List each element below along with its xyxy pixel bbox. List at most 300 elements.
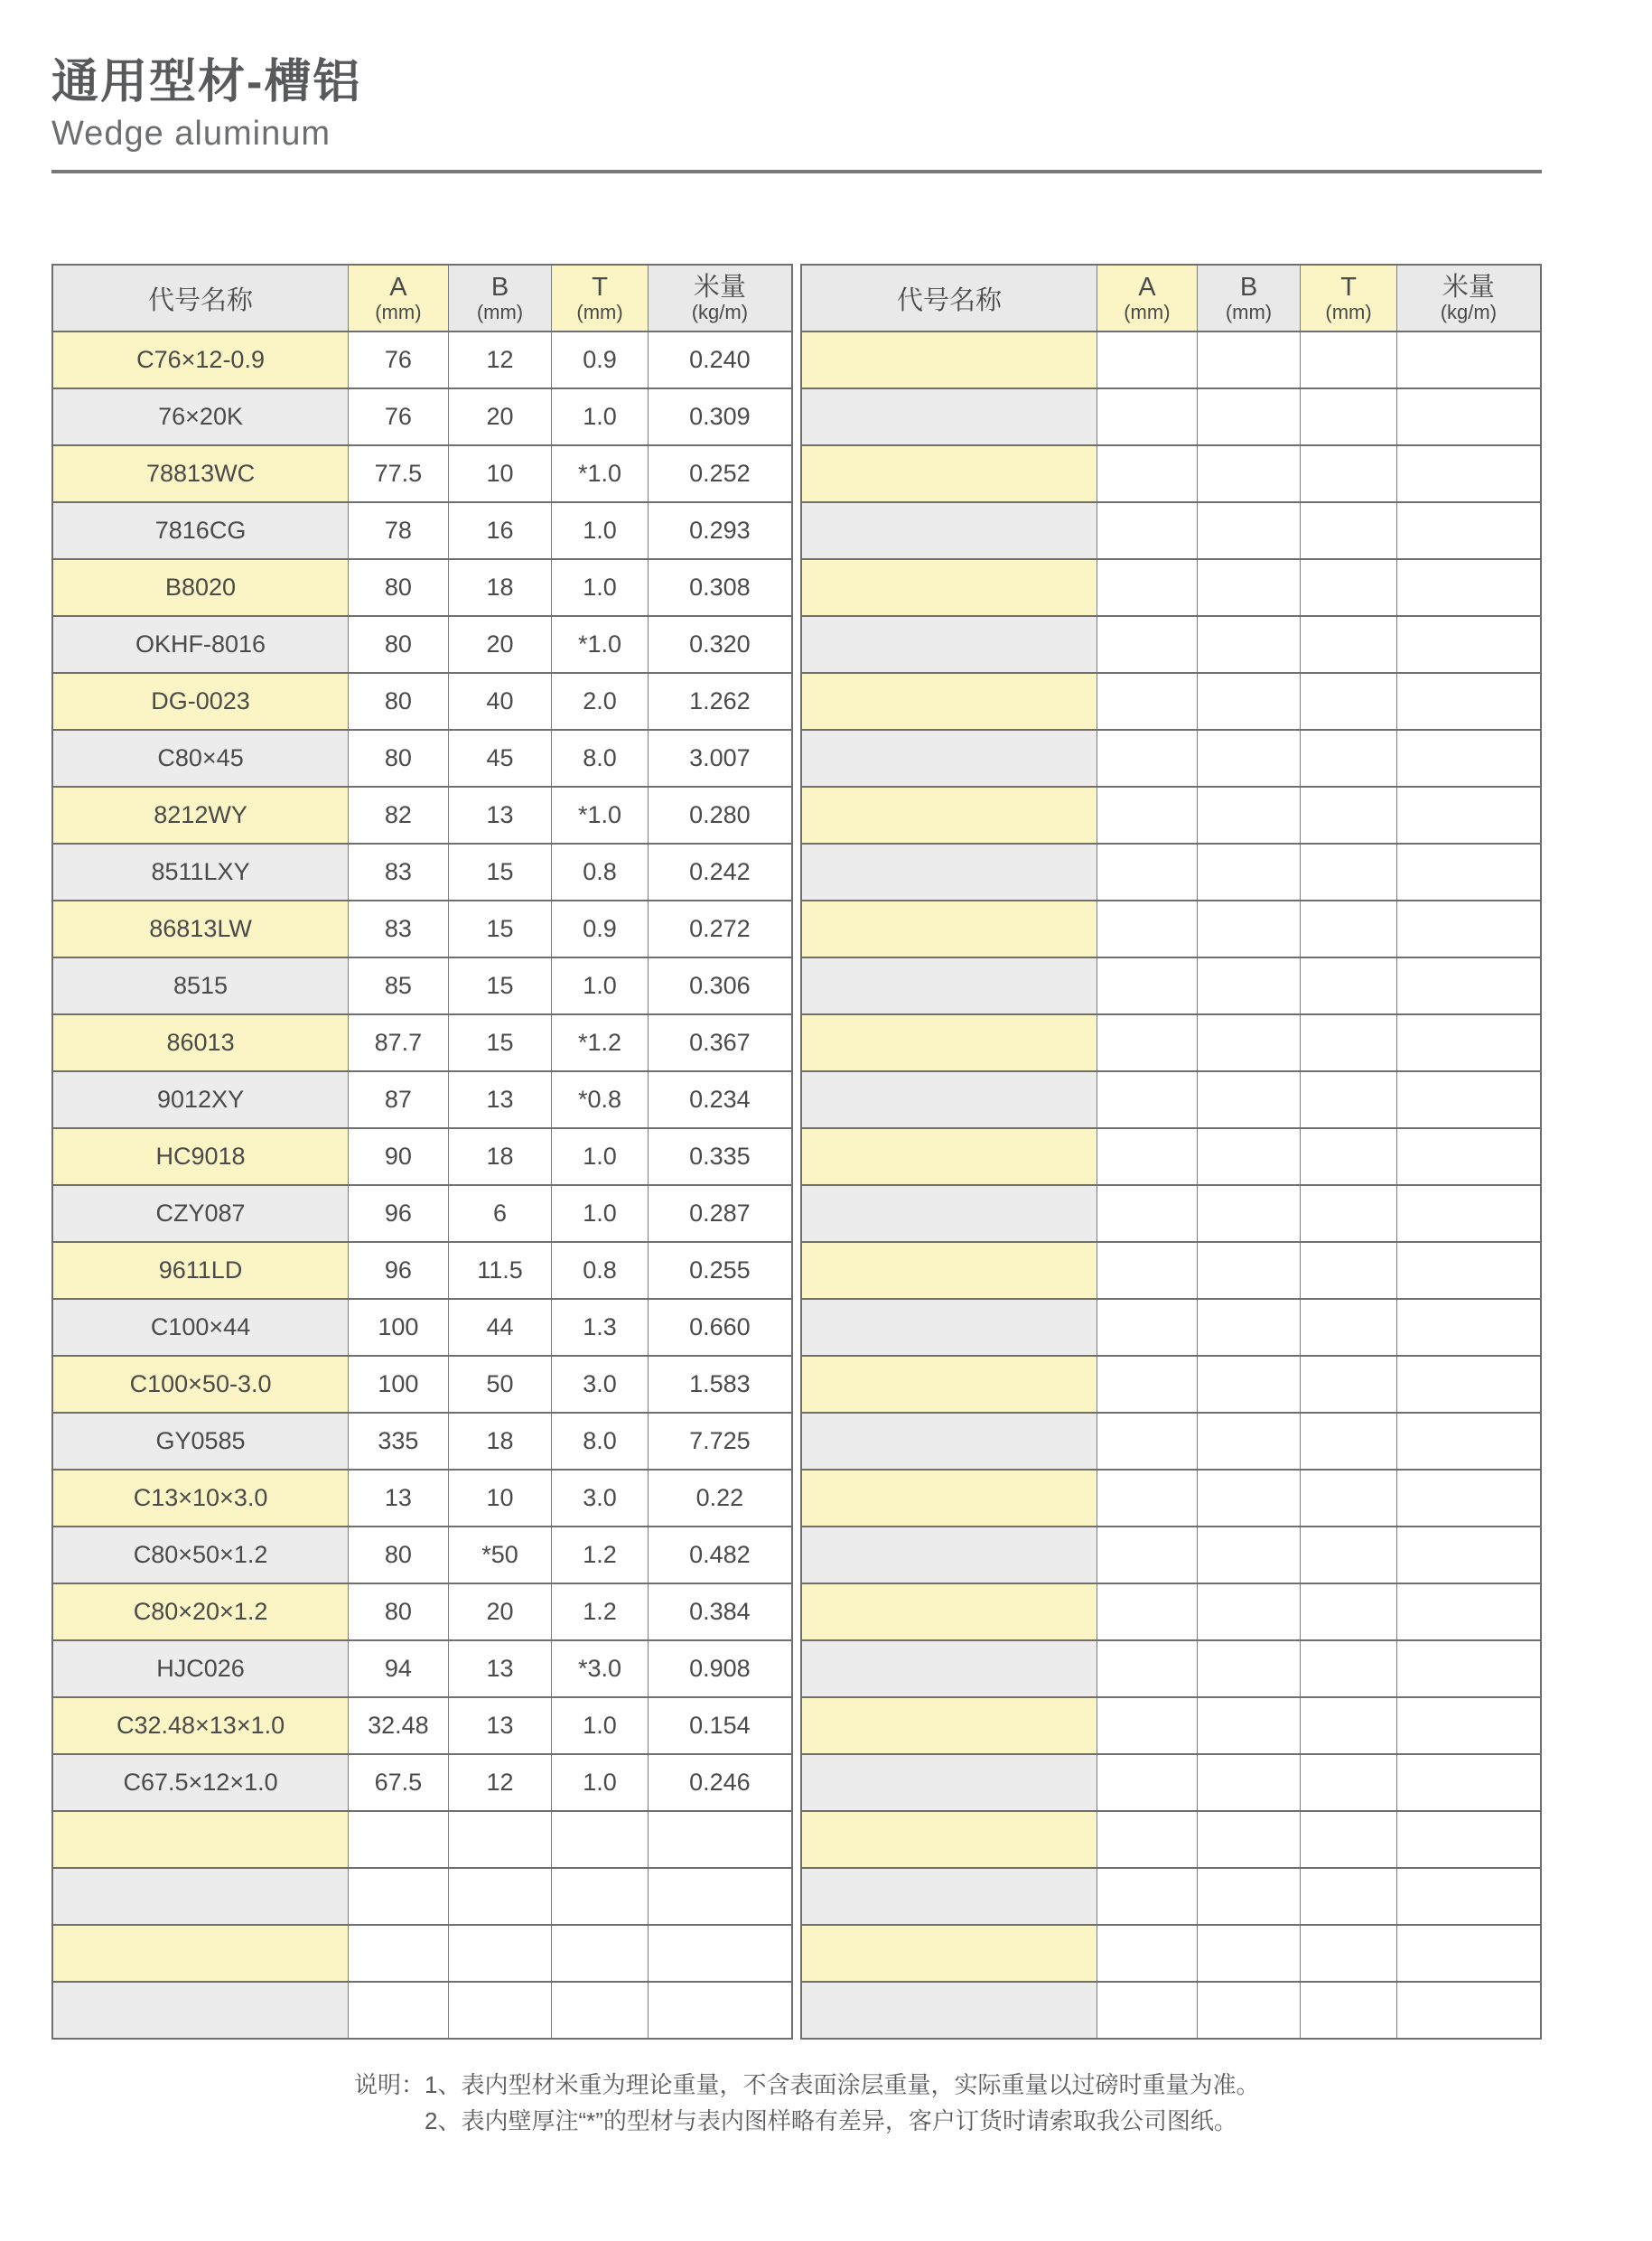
weight-cell: 0.154 [648, 1697, 792, 1754]
dim-t-cell [1301, 1356, 1396, 1413]
dim-t-cell [1301, 1640, 1396, 1697]
dim-b-cell: 12 [448, 1754, 552, 1811]
dim-t-cell: 3.0 [552, 1470, 648, 1527]
dim-t-cell [1301, 331, 1396, 388]
table-row [801, 1697, 1541, 1754]
dim-a-cell [1097, 1697, 1198, 1754]
dim-a-cell: 80 [349, 559, 449, 616]
dim-a-cell [349, 1982, 449, 2039]
dim-b-cell: 15 [448, 1014, 552, 1071]
weight-cell: 3.007 [648, 730, 792, 787]
profile-name-cell [801, 1413, 1097, 1470]
table-row [52, 1014, 792, 1071]
table-row [801, 901, 1541, 957]
dim-t-cell: *0.8 [552, 1071, 648, 1128]
profile-name-cell: C80×20×1.2 [52, 1583, 349, 1640]
table-row [801, 1470, 1541, 1527]
table-row [52, 1925, 792, 1982]
weight-cell [648, 1982, 792, 2039]
weight-cell [1396, 1356, 1541, 1413]
dim-t-cell: 3.0 [552, 1356, 648, 1413]
footnote-line-1: 1、表内型材米重为理论重量，不含表面涂层重量，实际重量以过磅时重量为准。 [425, 2071, 1260, 2098]
dim-b-cell [448, 1868, 552, 1925]
table-row [52, 1299, 792, 1356]
dim-t-cell [1301, 1583, 1396, 1640]
table-row [801, 1527, 1541, 1583]
weight-cell: 0.308 [648, 559, 792, 616]
weight-cell [1396, 901, 1541, 957]
dim-t-cell [1301, 1868, 1396, 1925]
dim-b-cell [1197, 1583, 1301, 1640]
weight-cell: 0.306 [648, 957, 792, 1014]
table-row [52, 730, 792, 787]
footnote-line-2: 2、表内壁厚注“*”的型材与表内图样略有差异，客户订货时请索取我公司图纸。 [425, 2107, 1237, 2134]
dim-b-cell [1197, 1640, 1301, 1697]
dim-t-cell: 1.0 [552, 957, 648, 1014]
dim-t-cell [1301, 1470, 1396, 1527]
header-row [801, 265, 1541, 331]
weight-cell [1396, 957, 1541, 1014]
dim-b-cell: 45 [448, 730, 552, 787]
table-row [801, 1583, 1541, 1640]
table-row [801, 1811, 1541, 1868]
weight-cell: 0.234 [648, 1071, 792, 1128]
table-row [801, 1299, 1541, 1356]
weight-cell: 0.22 [648, 1470, 792, 1527]
profile-name-cell: C67.5×12×1.0 [52, 1754, 349, 1811]
table-row [52, 844, 792, 901]
dim-a-cell: 76 [349, 388, 449, 445]
profile-name-cell [801, 957, 1097, 1014]
weight-cell [1396, 1697, 1541, 1754]
profile-name-cell [801, 1811, 1097, 1868]
profile-name-cell: GY0585 [52, 1413, 349, 1470]
dim-t-cell [1301, 1071, 1396, 1128]
dim-b-cell: 15 [448, 957, 552, 1014]
profile-name-cell: OKHF-8016 [52, 616, 349, 673]
dim-b-cell [1197, 1754, 1301, 1811]
weight-cell [1396, 502, 1541, 559]
weight-cell [1396, 844, 1541, 901]
dim-a-cell [1097, 730, 1198, 787]
table-row [801, 559, 1541, 616]
dim-b-cell: 50 [448, 1356, 552, 1413]
profile-name-cell [52, 1982, 349, 2039]
weight-cell: 1.583 [648, 1356, 792, 1413]
table-row [801, 1242, 1541, 1299]
profile-name-cell: 8212WY [52, 787, 349, 844]
dim-b-cell [1197, 331, 1301, 388]
dim-a-cell [1097, 1185, 1198, 1242]
dim-b-cell: 13 [448, 787, 552, 844]
dim-a-cell [1097, 1356, 1198, 1413]
profile-name-cell [801, 1242, 1097, 1299]
profile-name-cell [801, 787, 1097, 844]
dim-b-cell: 13 [448, 1640, 552, 1697]
dim-t-cell: 1.0 [552, 559, 648, 616]
profile-name-cell [801, 616, 1097, 673]
table-row [52, 1071, 792, 1128]
dim-a-cell: 87.7 [349, 1014, 449, 1071]
dim-t-cell: 2.0 [552, 673, 648, 730]
profile-name-cell [801, 1128, 1097, 1185]
dim-b-cell: 6 [448, 1185, 552, 1242]
dim-a-cell [349, 1811, 449, 1868]
dim-a-cell: 67.5 [349, 1754, 449, 1811]
profile-name-cell: 76×20K [52, 388, 349, 445]
dim-a-cell [1097, 1299, 1198, 1356]
weight-cell: 0.252 [648, 445, 792, 502]
dim-t-cell [1301, 388, 1396, 445]
dim-t-cell [1301, 1982, 1396, 2039]
col-header-a: A (mm) [1097, 265, 1198, 331]
weight-cell [1396, 1470, 1541, 1527]
dim-a-cell [349, 1868, 449, 1925]
weight-cell: 0.280 [648, 787, 792, 844]
dim-t-cell [1301, 844, 1396, 901]
dim-b-cell: 18 [448, 559, 552, 616]
profile-name-cell: B8020 [52, 559, 349, 616]
dim-b-cell [1197, 1925, 1301, 1982]
spec-tables [51, 264, 1542, 2040]
dim-a-cell: 335 [349, 1413, 449, 1470]
dim-t-cell: 0.8 [552, 1242, 648, 1299]
dim-a-cell: 80 [349, 673, 449, 730]
dim-a-cell: 77.5 [349, 445, 449, 502]
dim-a-cell: 100 [349, 1299, 449, 1356]
dim-b-cell [1197, 673, 1301, 730]
dim-a-cell: 80 [349, 1527, 449, 1583]
table-row [52, 1527, 792, 1583]
dim-t-cell [1301, 1925, 1396, 1982]
table-row [52, 502, 792, 559]
dim-t-cell: 8.0 [552, 1413, 648, 1470]
dim-a-cell: 85 [349, 957, 449, 1014]
col-header-name: 代号名称 [801, 265, 1097, 331]
table-row [801, 1356, 1541, 1413]
dim-t-cell [1301, 1754, 1396, 1811]
weight-cell: 0.246 [648, 1754, 792, 1811]
dim-a-cell: 78 [349, 502, 449, 559]
header-row [52, 265, 792, 331]
dim-a-cell [1097, 1527, 1198, 1583]
dim-b-cell [1197, 1242, 1301, 1299]
dim-a-cell: 82 [349, 787, 449, 844]
profile-name-cell [801, 1697, 1097, 1754]
table-row [801, 1014, 1541, 1071]
dim-t-cell: *1.0 [552, 787, 648, 844]
dim-a-cell [1097, 1470, 1198, 1527]
dim-t-cell: 1.0 [552, 388, 648, 445]
table-row [801, 730, 1541, 787]
dim-b-cell: 40 [448, 673, 552, 730]
dim-b-cell [1197, 1185, 1301, 1242]
dim-a-cell [1097, 1640, 1198, 1697]
table-row [801, 1413, 1541, 1470]
dim-b-cell [1197, 1356, 1301, 1413]
dim-t-cell: 1.2 [552, 1583, 648, 1640]
profile-name-cell [801, 1754, 1097, 1811]
dim-a-cell: 94 [349, 1640, 449, 1697]
dim-b-cell: 13 [448, 1071, 552, 1128]
weight-cell [1396, 1014, 1541, 1071]
dim-a-cell [1097, 1242, 1198, 1299]
dim-t-cell: 1.0 [552, 1185, 648, 1242]
dim-t-cell: 8.0 [552, 730, 648, 787]
spec-table-right [800, 264, 1542, 2040]
dim-a-cell: 32.48 [349, 1697, 449, 1754]
weight-cell [1396, 1811, 1541, 1868]
profile-name-cell: C100×44 [52, 1299, 349, 1356]
weight-cell: 1.262 [648, 673, 792, 730]
table-row [52, 957, 792, 1014]
dim-b-cell [1197, 1527, 1301, 1583]
table-row [801, 616, 1541, 673]
profile-name-cell: CZY087 [52, 1185, 349, 1242]
dim-b-cell: 12 [448, 331, 552, 388]
table-row [52, 1128, 792, 1185]
weight-cell [1396, 1925, 1541, 1982]
profile-name-cell [801, 445, 1097, 502]
dim-t-cell [1301, 1299, 1396, 1356]
profile-name-cell [801, 901, 1097, 957]
dim-b-cell: 20 [448, 1583, 552, 1640]
table-row [52, 1811, 792, 1868]
table-row [52, 445, 792, 502]
dim-t-cell: 1.0 [552, 1128, 648, 1185]
table-row [801, 1128, 1541, 1185]
weight-cell: 0.240 [648, 331, 792, 388]
profile-name-cell: C80×45 [52, 730, 349, 787]
profile-name-cell: C76×12-0.9 [52, 331, 349, 388]
profile-name-cell [52, 1925, 349, 1982]
profile-name-cell: 7816CG [52, 502, 349, 559]
title-divider-rule [51, 170, 1542, 173]
table-row [801, 1640, 1541, 1697]
table-row [801, 1185, 1541, 1242]
dim-a-cell [1097, 616, 1198, 673]
weight-cell: 0.242 [648, 844, 792, 901]
profile-name-cell: 86813LW [52, 901, 349, 957]
table-row [801, 445, 1541, 502]
table-row [52, 1242, 792, 1299]
dim-a-cell [1097, 1413, 1198, 1470]
weight-cell [1396, 1640, 1541, 1697]
dim-b-cell: *50 [448, 1527, 552, 1583]
dim-t-cell [1301, 1014, 1396, 1071]
dim-t-cell [1301, 730, 1396, 787]
profile-name-cell [801, 1470, 1097, 1527]
col-header-b: B (mm) [1197, 265, 1301, 331]
table-row [52, 331, 792, 388]
dim-b-cell: 16 [448, 502, 552, 559]
table-row [52, 1868, 792, 1925]
profile-name-cell: HJC026 [52, 1640, 349, 1697]
dim-t-cell: 1.3 [552, 1299, 648, 1356]
profile-name-cell [52, 1811, 349, 1868]
dim-b-cell [1197, 1982, 1301, 2039]
dim-b-cell: 18 [448, 1413, 552, 1470]
dim-t-cell [1301, 1242, 1396, 1299]
profile-name-cell [801, 844, 1097, 901]
dim-a-cell [1097, 1583, 1198, 1640]
profile-name-cell [801, 1014, 1097, 1071]
col-header-t: T (mm) [1301, 265, 1396, 331]
dim-b-cell [1197, 1014, 1301, 1071]
table-row [52, 787, 792, 844]
dim-b-cell: 20 [448, 616, 552, 673]
dim-b-cell [1197, 1071, 1301, 1128]
dim-a-cell: 90 [349, 1128, 449, 1185]
dim-a-cell: 80 [349, 616, 449, 673]
footnotes [354, 2067, 1259, 2139]
dim-t-cell [1301, 957, 1396, 1014]
dim-t-cell: 1.0 [552, 1697, 648, 1754]
profile-name-cell: 78813WC [52, 445, 349, 502]
dim-a-cell: 83 [349, 901, 449, 957]
dim-a-cell [1097, 331, 1198, 388]
dim-a-cell: 100 [349, 1356, 449, 1413]
weight-cell [1396, 1299, 1541, 1356]
profile-name-cell [52, 1868, 349, 1925]
dim-b-cell: 15 [448, 844, 552, 901]
dim-t-cell: 0.9 [552, 901, 648, 957]
profile-name-cell: 8511LXY [52, 844, 349, 901]
weight-cell [1396, 1583, 1541, 1640]
dim-b-cell [1197, 1413, 1301, 1470]
dim-a-cell [1097, 787, 1198, 844]
dim-t-cell [1301, 1697, 1396, 1754]
dim-t-cell [1301, 787, 1396, 844]
dim-b-cell: 15 [448, 901, 552, 957]
dim-b-cell [1197, 616, 1301, 673]
dim-t-cell [552, 1868, 648, 1925]
weight-cell [648, 1925, 792, 1982]
footnote-label: 说明： [354, 2071, 425, 2098]
profile-name-cell: C100×50-3.0 [52, 1356, 349, 1413]
dim-a-cell [1097, 1925, 1198, 1982]
dim-a-cell [1097, 1128, 1198, 1185]
dim-a-cell [349, 1925, 449, 1982]
dim-t-cell [1301, 1811, 1396, 1868]
table-row [801, 673, 1541, 730]
weight-cell: 0.255 [648, 1242, 792, 1299]
dim-a-cell [1097, 957, 1198, 1014]
weight-cell [1396, 1185, 1541, 1242]
table-row [801, 388, 1541, 445]
table-row [52, 388, 792, 445]
table-row [801, 787, 1541, 844]
weight-cell [1396, 445, 1541, 502]
dim-t-cell [1301, 502, 1396, 559]
table-row [52, 559, 792, 616]
weight-cell: 0.287 [648, 1185, 792, 1242]
table-row [52, 1185, 792, 1242]
dim-b-cell [1197, 1868, 1301, 1925]
profile-name-cell [801, 1640, 1097, 1697]
dim-b-cell [1197, 901, 1301, 957]
profile-name-cell [801, 1868, 1097, 1925]
weight-cell: 0.309 [648, 388, 792, 445]
dim-b-cell [1197, 502, 1301, 559]
table-row [52, 1754, 792, 1811]
dim-b-cell [1197, 559, 1301, 616]
dim-b-cell [448, 1925, 552, 1982]
table-row [52, 1697, 792, 1754]
dim-b-cell [1197, 957, 1301, 1014]
table-row [801, 844, 1541, 901]
dim-b-cell [1197, 1811, 1301, 1868]
col-header-a: A (mm) [349, 265, 449, 331]
dim-a-cell: 76 [349, 331, 449, 388]
dim-a-cell [1097, 901, 1198, 957]
dim-b-cell [1197, 844, 1301, 901]
spec-table-left [51, 264, 793, 2040]
profile-name-cell: C80×50×1.2 [52, 1527, 349, 1583]
weight-cell [1396, 559, 1541, 616]
profile-name-cell: 9611LD [52, 1242, 349, 1299]
col-header-t: T (mm) [552, 265, 648, 331]
weight-cell [1396, 1128, 1541, 1185]
weight-cell [1396, 1527, 1541, 1583]
dim-a-cell: 13 [349, 1470, 449, 1527]
dim-a-cell [1097, 673, 1198, 730]
weight-cell [648, 1868, 792, 1925]
dim-t-cell: 1.0 [552, 1754, 648, 1811]
dim-b-cell [1197, 388, 1301, 445]
dim-a-cell: 96 [349, 1185, 449, 1242]
profile-name-cell [801, 1299, 1097, 1356]
dim-t-cell: 0.9 [552, 331, 648, 388]
weight-cell [1396, 1242, 1541, 1299]
dim-b-cell [1197, 1128, 1301, 1185]
dim-a-cell: 87 [349, 1071, 449, 1128]
dim-t-cell [1301, 1185, 1396, 1242]
dim-a-cell [1097, 1754, 1198, 1811]
weight-cell: 0.367 [648, 1014, 792, 1071]
dim-b-cell: 18 [448, 1128, 552, 1185]
dim-t-cell: *1.0 [552, 445, 648, 502]
profile-name-cell [801, 1982, 1097, 2039]
dim-t-cell: 0.8 [552, 844, 648, 901]
table-row [52, 1640, 792, 1697]
dim-t-cell [1301, 1128, 1396, 1185]
profile-name-cell [801, 1583, 1097, 1640]
weight-cell: 0.320 [648, 616, 792, 673]
table-row [52, 1982, 792, 2039]
col-header-name: 代号名称 [52, 265, 349, 331]
weight-cell [1396, 331, 1541, 388]
weight-cell [1396, 673, 1541, 730]
profile-name-cell [801, 1356, 1097, 1413]
page-content [51, 43, 1542, 2040]
dim-a-cell: 83 [349, 844, 449, 901]
dim-b-cell [1197, 445, 1301, 502]
profile-name-cell: C13×10×3.0 [52, 1470, 349, 1527]
dim-b-cell [448, 1982, 552, 2039]
col-header-b: B (mm) [448, 265, 552, 331]
table-row [801, 1071, 1541, 1128]
profile-name-cell: 8515 [52, 957, 349, 1014]
weight-cell [1396, 1413, 1541, 1470]
dim-b-cell [1197, 1299, 1301, 1356]
weight-cell [1396, 730, 1541, 787]
weight-cell [1396, 616, 1541, 673]
weight-cell: 0.482 [648, 1527, 792, 1583]
profile-name-cell [801, 730, 1097, 787]
profile-name-cell [801, 559, 1097, 616]
dim-t-cell: *1.2 [552, 1014, 648, 1071]
